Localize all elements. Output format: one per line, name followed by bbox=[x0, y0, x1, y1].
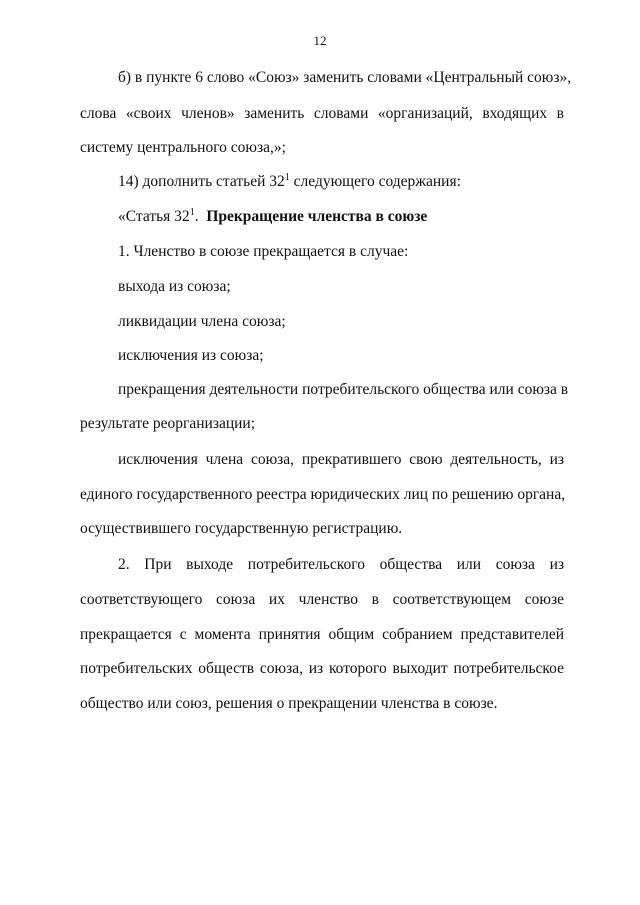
text-fragment: следующего содержания: bbox=[289, 173, 461, 190]
article-title: Прекращение членства в союзе bbox=[206, 208, 428, 225]
text-line: соответствующего союза их членство в соответствующем союзе bbox=[80, 591, 564, 608]
article-heading-line bbox=[118, 207, 427, 227]
text-line: исключения члена союза, прекратившего свою деятельность, из bbox=[118, 451, 564, 468]
text-fragment: . bbox=[194, 208, 199, 225]
text-line: слова «своих членов» заменить словами «организаций, входящих в bbox=[80, 105, 564, 122]
text-line: прекращения деятельности потребительского общества или союза в bbox=[118, 381, 569, 398]
page-number: 12 bbox=[313, 33, 327, 48]
text-line: потребительских обществ союза, из которого выходит потребительское bbox=[80, 660, 564, 677]
text-line: систему центрального союза,»; bbox=[80, 139, 286, 156]
text-line: результате реорганизации; bbox=[80, 415, 256, 432]
text-line: осуществившего государственную регистрацию. bbox=[80, 520, 403, 537]
superscript: 1 bbox=[284, 171, 290, 183]
text-line bbox=[118, 172, 461, 192]
text-line: б) в пункте 6 слово «Союз» заменить словами «Центральный союз», bbox=[118, 69, 572, 86]
text-fragment: «Статья 32 bbox=[118, 208, 190, 225]
superscript: 1 bbox=[189, 206, 195, 218]
text-line: общество или союз, решения о прекращении членства в союзе. bbox=[80, 695, 498, 712]
text-fragment: 14) дополнить статьей 32 bbox=[118, 173, 285, 190]
text-line: единого государственного реестра юридических лиц по решению органа, bbox=[80, 486, 566, 503]
text-line: 1. Членство в союзе прекращается в случае: bbox=[118, 243, 409, 260]
text-line: исключения из союза; bbox=[118, 347, 264, 364]
text-line: 2. При выходе потребительского общества или союза из bbox=[118, 556, 564, 573]
text-line: ликвидации члена союза; bbox=[118, 313, 286, 330]
text-line: прекращается с момента принятия общим собранием представителей bbox=[80, 626, 564, 643]
text-line: выхода из союза; bbox=[118, 278, 231, 295]
